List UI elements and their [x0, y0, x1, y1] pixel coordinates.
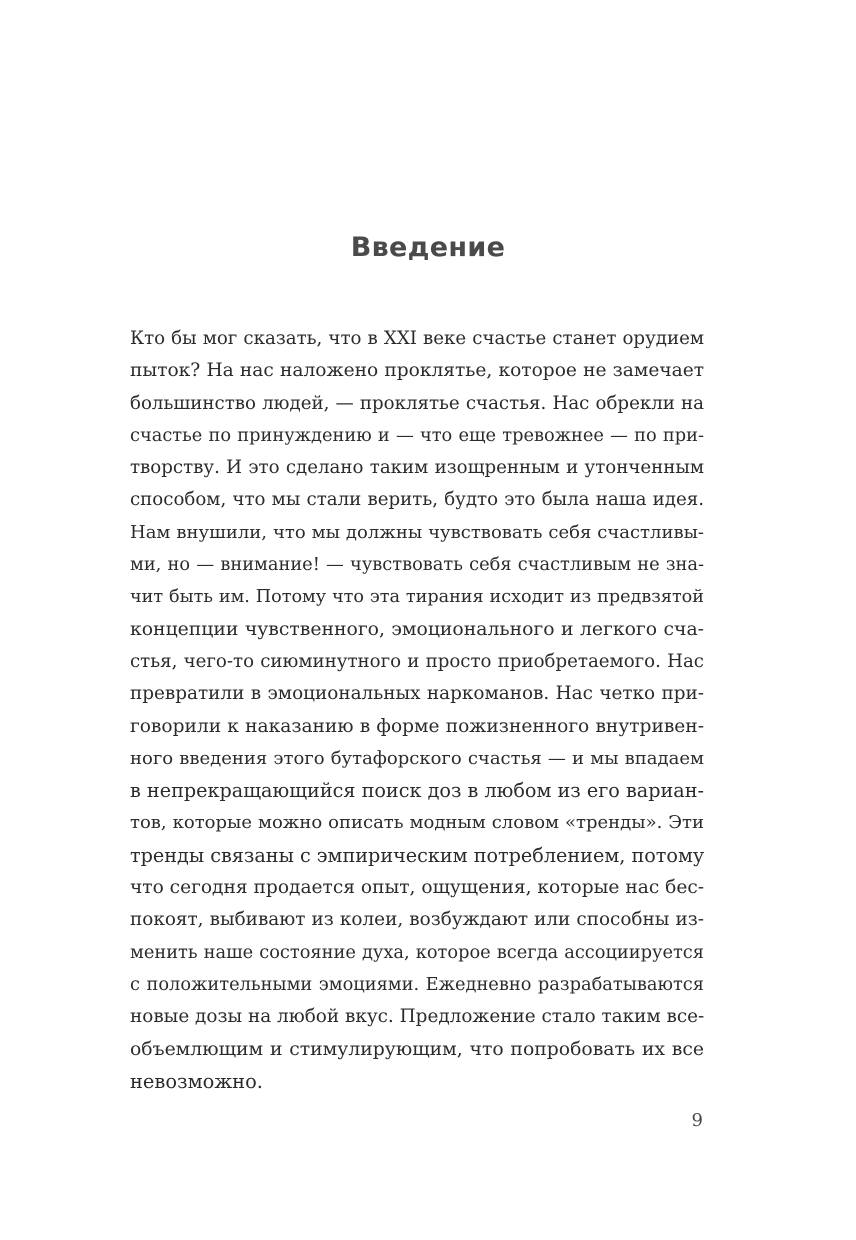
text-line: пыток? На нас наложено проклятье, которое не замечает: [130, 360, 704, 382]
intro-paragraph: [130, 323, 704, 1098]
text-line: тренды связаны с эмпирическим потреблением, потому: [130, 843, 704, 867]
text-line: творству. И это сделано таким изощренным и утонченным: [130, 457, 704, 479]
text-line: с положительными эмоциями. Ежедневно разрабатываются: [130, 973, 704, 995]
text-line: чит быть им. Потому что эта тирания исходит из предвзятой: [130, 587, 704, 608]
text-line: объемлющим и стимулирующим, что попробовать их все: [130, 1038, 704, 1060]
text-line: ми, но — внимание! — чувствовать себя счастливым не зна-: [130, 554, 704, 576]
text-line: способом, что мы стали верить, будто это была наша идея.: [130, 489, 704, 511]
chapter-title: Введение: [350, 232, 506, 263]
text-line: Нам внушили, что мы должны чувствовать себя счастливы-: [130, 521, 704, 543]
text-line: большинство людей, — проклятье счастья. Нас обрекли на: [130, 392, 704, 414]
text-line: стья, чего-то сиюминутного и просто приобретаемого. Нас: [130, 650, 704, 672]
text-line: Кто бы мог сказать, что в XXI веке счастье станет орудием: [130, 328, 704, 349]
text-line: что сегодня продается опыт, ощущения, которые нас бес-: [130, 877, 704, 899]
text-line: в непрекращающийся поиск доз в любом из его вариан-: [130, 779, 704, 803]
text-line: невозможно.: [130, 1069, 263, 1093]
text-line: счастье по принуждению и — что еще тревожнее — по при-: [130, 424, 704, 446]
text-line: покоят, выбивают из колеи, возбуждают или способны из-: [130, 909, 704, 931]
text-line: говорили к наказанию в форме пожизненного внутривен-: [130, 715, 704, 737]
text-line: превратили в эмоциональных наркоманов. Нас четко при-: [130, 683, 704, 705]
text-line: тов, которые можно описать модным словом «тренды». Эти: [130, 812, 704, 834]
text-line: концепции чувственного, эмоционального и легкого сча-: [130, 618, 704, 640]
text-line: новые дозы на любой вкус. Предложение стало таким все-: [130, 1006, 704, 1028]
text-line: ного введения этого бутафорского счастья — и мы впадаем: [130, 747, 704, 769]
page-number: 9: [691, 1110, 703, 1131]
text-line: менить наше состояние духа, которое всегда ассоциируется: [130, 941, 704, 963]
